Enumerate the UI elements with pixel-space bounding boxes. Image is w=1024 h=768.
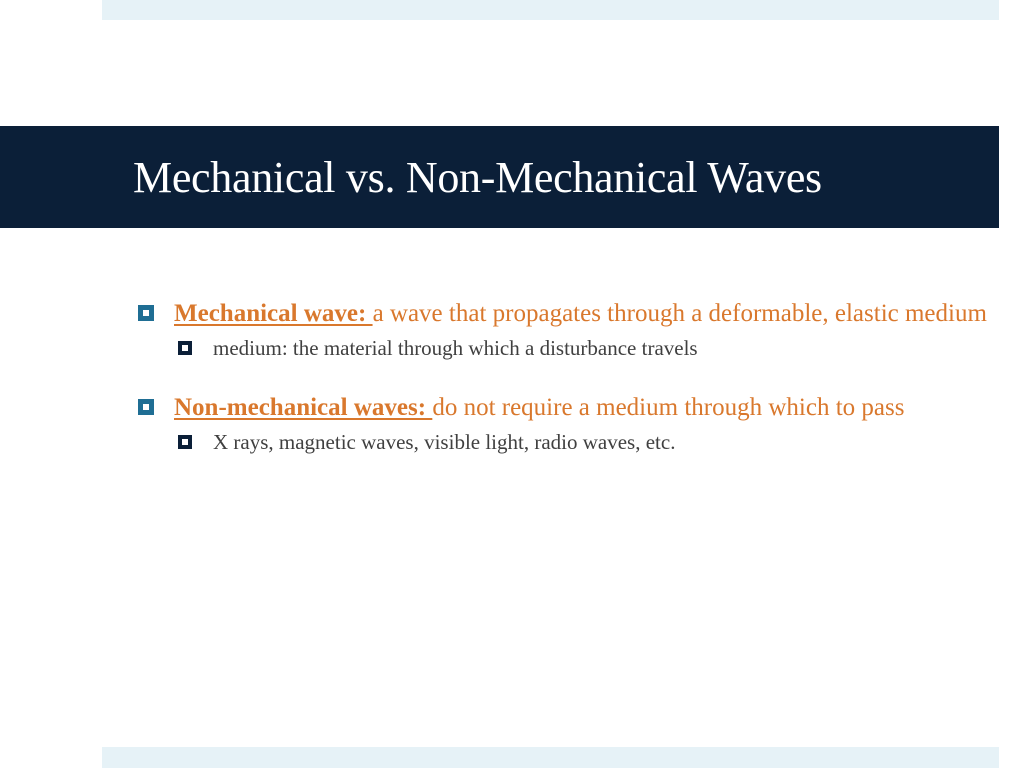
slide-title: Mechanical vs. Non-Mechanical Waves <box>133 153 822 202</box>
term-non-mechanical-waves: Non-mechanical waves: <box>174 394 433 421</box>
square-bullet-icon <box>138 399 154 415</box>
square-bullet-icon <box>178 341 192 355</box>
top-accent-stripe <box>102 0 999 20</box>
bullet-mechanical-wave <box>133 296 993 331</box>
sub-bullet-medium <box>133 333 993 363</box>
definition-mechanical-wave: a wave that propagates through a deformable, elastic medium <box>372 300 987 327</box>
sub-bullet-examples-text: X rays, magnetic waves, visible light, radio waves, etc. <box>213 430 676 454</box>
slide-content <box>133 296 993 457</box>
definition-non-mechanical-waves: do not require a medium through which to pass <box>432 394 905 421</box>
bottom-accent-stripe <box>102 747 999 768</box>
term-mechanical-wave: Mechanical wave: <box>174 300 373 327</box>
square-bullet-icon <box>178 435 192 449</box>
sub-bullet-examples <box>133 427 993 457</box>
sub-bullet-medium-text: medium: the material through which a disturbance travels <box>213 336 698 360</box>
bullet-non-mechanical-waves <box>133 390 993 425</box>
square-bullet-icon <box>138 305 154 321</box>
